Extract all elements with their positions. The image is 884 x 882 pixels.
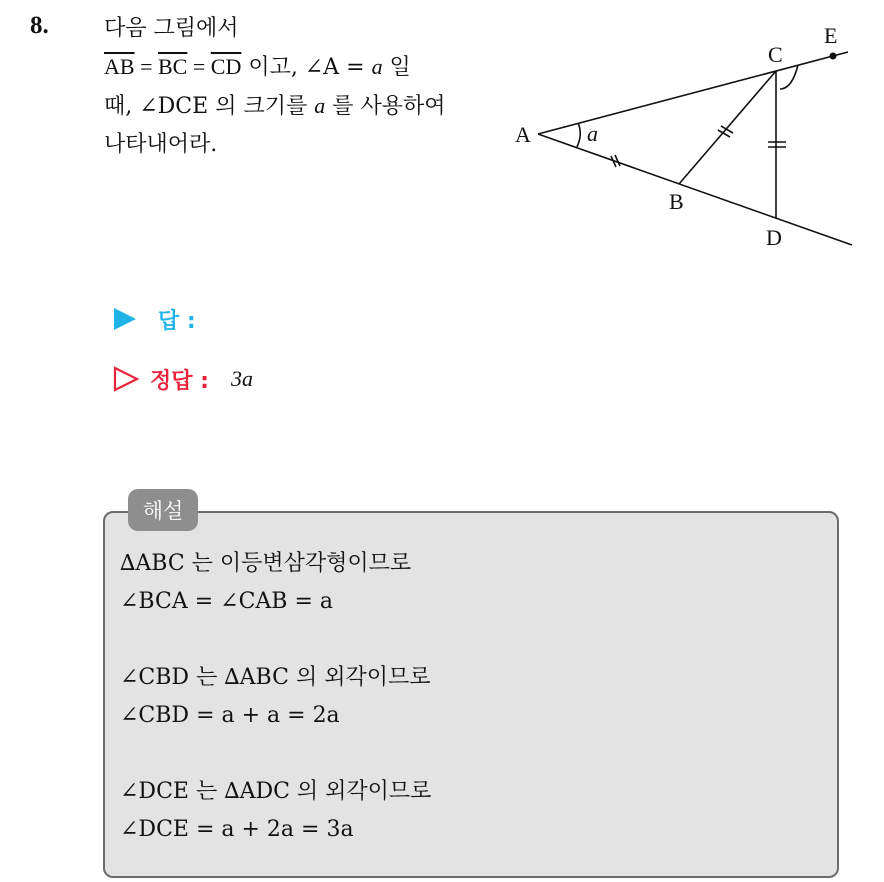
filled-triangle-icon xyxy=(112,306,138,332)
correct-answer-row xyxy=(112,362,253,396)
segment-ab: $\overline{AB}$ xyxy=(104,54,135,79)
answer-row xyxy=(112,302,196,336)
solution-content xyxy=(120,545,820,849)
solution-line: ∠CBD 는 ∆ABC 의 외각이므로 xyxy=(120,665,431,690)
question-line-1: 다음 그림에서 xyxy=(104,16,239,41)
solution-tab: 해설 xyxy=(128,489,198,531)
correct-answer-label: 정답 : xyxy=(150,368,209,394)
equals-sign: = xyxy=(134,54,158,79)
correct-answer-value: 3a xyxy=(230,366,253,391)
angle-a-label: a xyxy=(587,121,598,146)
solution-line: ∠DCE = a + 2a = 3a xyxy=(120,817,354,842)
solution-line: ∆ABC 는 이등변삼각형이므로 xyxy=(120,551,412,576)
question-line-3-start: 때, ∠DCE 의 크기를 xyxy=(104,94,315,119)
solution-line: ∠CBD = a + a = 2a xyxy=(120,703,340,728)
question-line-3-end: 를 사용하여 xyxy=(325,94,446,119)
label-b: B xyxy=(669,189,684,214)
outline-triangle-icon xyxy=(112,365,140,393)
solution-line: ∠BCA = ∠CAB = a xyxy=(120,589,334,614)
point-e-dot xyxy=(830,53,837,60)
label-a: A xyxy=(515,122,531,147)
solution-line: ∠DCE 는 ∆ADC 의 외각이므로 xyxy=(120,779,432,804)
question-line-4: 나타내어라. xyxy=(104,132,218,157)
tick-ab-2 xyxy=(615,155,620,166)
line-a-d-ray xyxy=(538,134,852,245)
geometry-figure xyxy=(0,0,884,290)
question-line-2-mid: 이고, ∠A = xyxy=(241,55,372,80)
alpha-symbol: a xyxy=(314,93,326,118)
answer-label: 답 : xyxy=(158,308,196,334)
label-d: D xyxy=(766,225,782,250)
angle-a-arc xyxy=(577,123,580,147)
alpha-symbol: a xyxy=(371,54,383,79)
label-c: C xyxy=(768,42,783,67)
solution-line-blank xyxy=(120,735,820,773)
segment-bc: $\overline{BC}$ xyxy=(157,54,188,79)
question-line-2-end: 일 xyxy=(382,55,411,80)
segment-cd: $\overline{CD}$ xyxy=(210,54,242,79)
line-a-e-ray xyxy=(538,52,848,134)
segment-b-c xyxy=(679,71,776,184)
solution-line-blank xyxy=(120,621,820,659)
equals-sign: = xyxy=(187,54,211,79)
question-number: 8. xyxy=(30,12,49,39)
label-e: E xyxy=(824,23,838,48)
